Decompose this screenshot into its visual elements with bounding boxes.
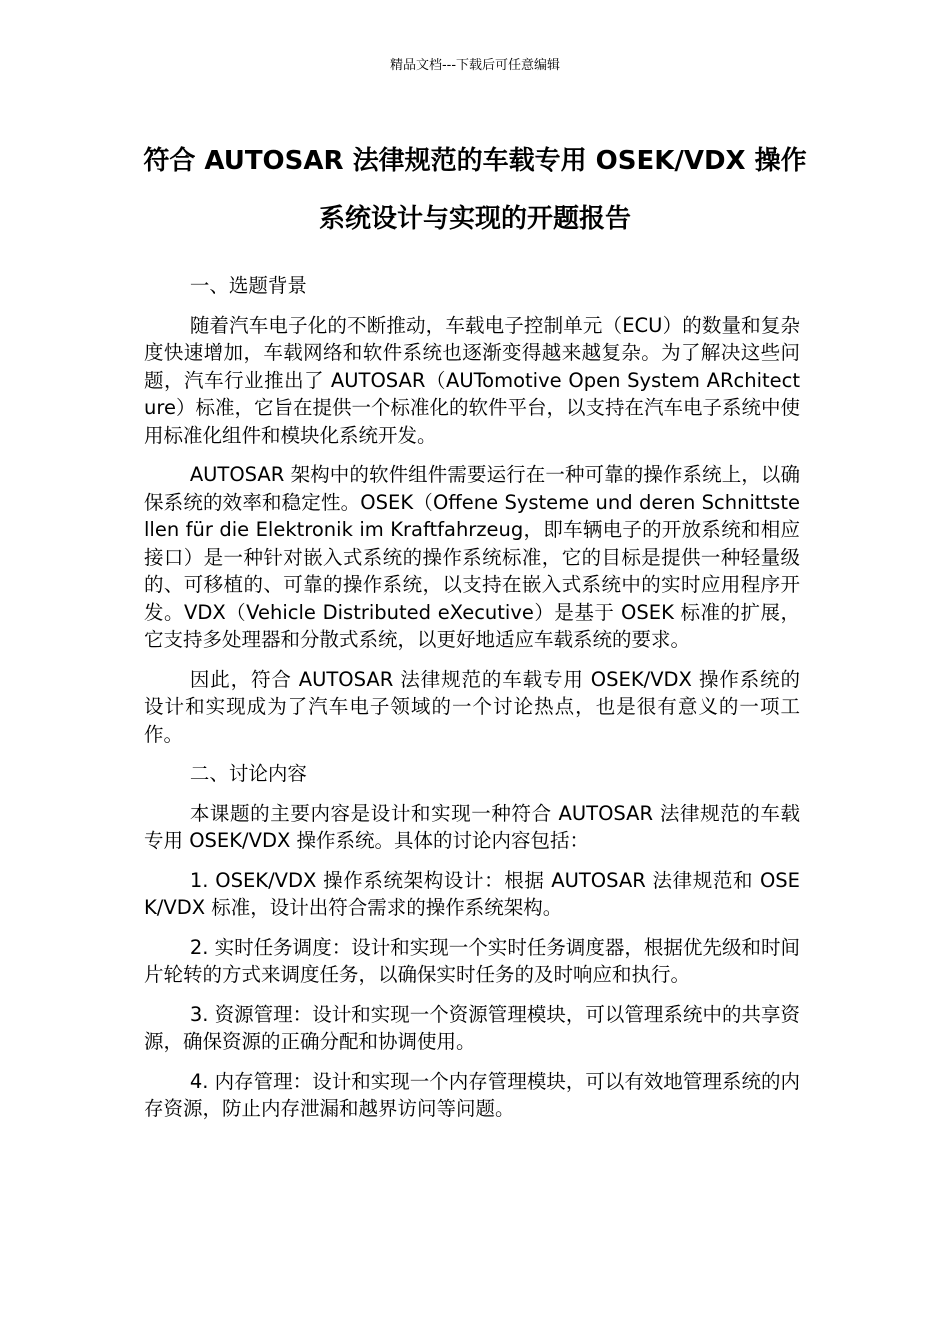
list-item: 2. 实时任务调度：设计和实现一个实时任务调度器，根据优先级和时间片轮转的方式来调度任务，以确保实时任务的及时响应和执行。 — [144, 935, 800, 986]
paragraph: 本课题的主要内容是设计和实现一种符合 AUTOSAR 法律规范的车载专用 OSEK/VDX 操作系统。具体的讨论内容包括： — [144, 801, 800, 852]
document-title: 符合 AUTOSAR 法律规范的车载专用 OSEK/VDX 操作系统设计与实现的开题报告 — [143, 146, 807, 234]
document-body — [144, 272, 800, 1135]
paragraph: 因此，符合 AUTOSAR 法律规范的车载专用 OSEK/VDX 操作系统的设计和实现成为了汽车电子领域的一个讨论热点，也是很有意义的一项工作。 — [144, 667, 800, 746]
section-heading-content: 二、讨论内容 — [189, 762, 307, 785]
list-item: 1. OSEK/VDX 操作系统架构设计：根据 AUTOSAR 法律规范和 OSEK/VDX 标准，设计出符合需求的操作系统架构。 — [144, 868, 800, 919]
paragraph: AUTOSAR 架构中的软件组件需要运行在一种可靠的操作系统上，以确保系统的效率和稳定性。OSEK（Offene Systeme und deren Schnittstellen für die Elektronik im Kraftfahrzeug，即车辆电子的开放系统和相应接口）是一种针对嵌入式系统的操作系统标准，它的目标是提供一种轻量级的、可移植的、可靠的操作系统，以支持在嵌入式系统中的实时应用程序开发。VDX（Vehicle Distributed eXecutive）是基于 OSEK 标准的扩展，它支持多处理器和分散式系统，以更好地适应车载系统的要求。 — [144, 463, 800, 651]
paragraph: 随着汽车电子化的不断推动，车载电子控制单元（ECU）的数量和复杂度快速增加，车载网络和软件系统也逐渐变得越来越复杂。为了解决这些问题，汽车行业推出了 AUTOSAR（AUTomotive Open System ARchitecture）标准，它旨在提供一个标准化的软件平台，以支持在汽车电子系统中使用标准化组件和模块化系统开发。 — [144, 313, 800, 447]
header-note: 精品文档---下载后可任意编辑 — [389, 58, 561, 73]
list-item: 3. 资源管理：设计和实现一个资源管理模块，可以管理系统中的共享资源，确保资源的正确分配和协调使用。 — [144, 1002, 800, 1053]
list-item: 4. 内存管理：设计和实现一个内存管理模块，可以有效地管理系统的内存资源，防止内存泄漏和越界访问等问题。 — [144, 1069, 800, 1120]
section-heading-background: 一、选题背景 — [189, 274, 307, 297]
